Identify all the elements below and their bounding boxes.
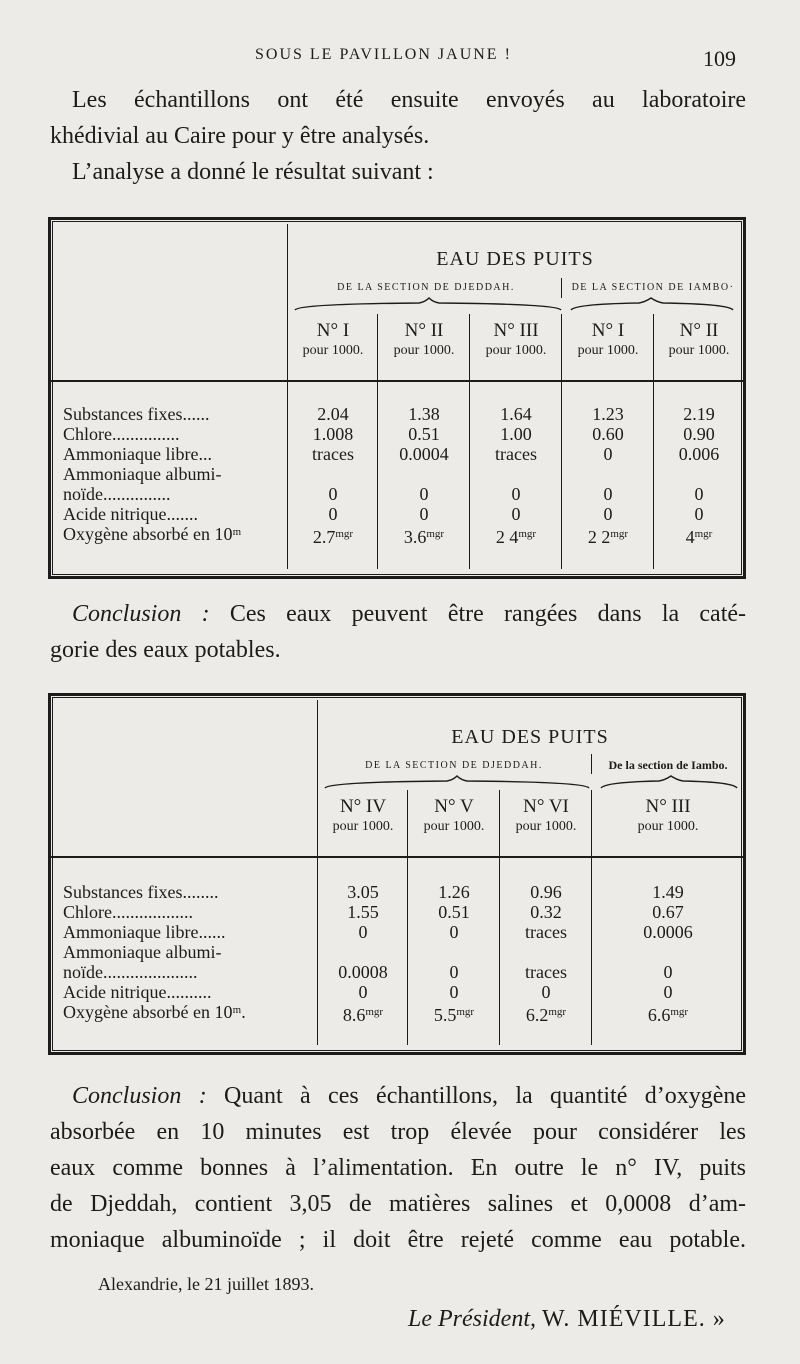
unit-mgr: mgr	[610, 528, 629, 540]
table-cell	[563, 464, 653, 484]
column-head	[289, 320, 377, 360]
column-number: N° V	[434, 796, 474, 817]
table-cell: 1.26	[438, 882, 470, 902]
table-cell-oxygen	[655, 524, 743, 547]
values-column	[379, 404, 469, 547]
group-header-djeddah: DE LA SECTION DE DJEDDAH.	[365, 760, 543, 771]
table-cell: 0	[511, 484, 521, 504]
column-unit: pour 1000.	[302, 343, 364, 358]
conclusion-label: Conclusion :	[72, 601, 210, 627]
column-number: N° VI	[523, 796, 569, 817]
column-head	[593, 796, 743, 836]
values-column	[655, 404, 743, 547]
table-cell: 0.60	[592, 424, 624, 444]
table-cell: 1.00	[500, 424, 532, 444]
page-number: 109	[703, 46, 736, 71]
text-line: eaux comme bonnes à l’alimentation. En outre le n° IV, puits	[50, 1155, 746, 1181]
table-cell: 1.008	[312, 424, 354, 444]
column-divider	[653, 314, 654, 569]
column-divider	[407, 790, 408, 1045]
header-rule	[51, 856, 743, 858]
values-column	[593, 882, 743, 1025]
group-header-iambo: De la section de Iambo.	[608, 758, 728, 772]
table-cell: 0.51	[438, 902, 470, 922]
row-label: Oxygène absorbé en 10ᵐ.	[63, 1002, 246, 1022]
column-head	[655, 320, 743, 360]
column-number: N° III	[645, 796, 691, 817]
values-column	[409, 882, 499, 1025]
unit-mgr: mgr	[694, 528, 713, 540]
table-cell: 0.0006	[643, 922, 693, 942]
signature-name: W. MIÉVILLE. »	[541, 1306, 726, 1332]
row-label: Substances fixes........	[63, 882, 219, 902]
table-cell	[593, 942, 743, 962]
values-column	[289, 404, 377, 547]
table-cell	[319, 942, 407, 962]
column-divider	[469, 314, 470, 569]
text-line: khédivial au Caire pour y être analysés.	[50, 123, 430, 149]
table-cell: 0	[358, 982, 368, 1002]
table-cell-oxygen	[471, 524, 561, 547]
column-head	[501, 796, 591, 836]
column-number: N° I	[591, 320, 625, 341]
table-cell: 1.49	[652, 882, 684, 902]
column-divider	[317, 700, 318, 1045]
row-label: Chlore...............	[63, 424, 180, 444]
oxygen-value: 8.6	[342, 1005, 366, 1025]
table-cell: 0	[603, 484, 613, 504]
table-cell: 0	[694, 504, 704, 524]
column-head	[319, 796, 407, 836]
table-cell: 1.23	[592, 404, 624, 424]
group-header-djeddah: DE LA SECTION DE DJEDDAH.	[337, 282, 515, 293]
header-braces	[289, 296, 743, 312]
column-head	[409, 796, 499, 836]
row-label: noïde.....................	[63, 962, 198, 982]
table-cell: 0.0008	[338, 962, 388, 982]
table-cell: 0.0004	[399, 444, 449, 464]
table-cell-oxygen	[563, 524, 653, 547]
table-cell: 0	[511, 504, 521, 524]
table-cell: 1.64	[500, 404, 532, 424]
text-line: moniaque albuminoïde ; il doit être rejeté comme eau potable.	[50, 1227, 746, 1253]
table-cell	[471, 464, 561, 484]
group-header-iambo: DE LA SECTION DE IAMBO·	[571, 282, 735, 293]
table-cell: 0	[663, 982, 673, 1002]
intro-paragraph	[50, 82, 746, 190]
column-unit: pour 1000.	[485, 343, 547, 358]
table-cell: 0	[694, 484, 704, 504]
text-line: Les échantillons ont été ensuite envoyés au laboratoire	[72, 87, 746, 113]
table-title: EAU DES PUITS	[451, 726, 609, 748]
table-cell: 0	[449, 962, 459, 982]
place-date: Alexandrie, le 21 juillet 1893.	[98, 1274, 314, 1294]
table-cell: 0	[328, 504, 338, 524]
table-cell: 0	[449, 982, 459, 1002]
conclusion-text: Quant à ces échantillons, la quantité d’oxygène	[224, 1083, 747, 1109]
column-number: N° III	[493, 320, 539, 341]
text-line: de Djeddah, contient 3,05 de matières salines et 0,0008 d’am-	[50, 1191, 746, 1217]
unit-mgr: mgr	[456, 1006, 475, 1018]
table-cell: 1.55	[347, 902, 379, 922]
column-number: N° IV	[339, 796, 387, 817]
table-cell: 0	[419, 504, 429, 524]
table-cell-oxygen	[409, 1002, 499, 1025]
row-label: Chlore..................	[63, 902, 193, 922]
table-cell-oxygen	[501, 1002, 591, 1025]
table-cell: 0	[541, 982, 551, 1002]
table-cell: 2.04	[317, 404, 349, 424]
unit-mgr: mgr	[548, 1006, 567, 1018]
table-cell: 1.38	[408, 404, 440, 424]
table-cell-oxygen	[319, 1002, 407, 1025]
oxygen-value: 4	[685, 527, 695, 547]
column-divider	[591, 790, 592, 1045]
column-head	[471, 320, 561, 360]
table-cell: 0	[663, 962, 673, 982]
table-cell	[379, 464, 469, 484]
table-cell: 0.67	[652, 902, 684, 922]
text-line: L’analyse a donné le résultat suivant :	[72, 159, 434, 185]
row-label: Acide nitrique.......	[63, 504, 198, 524]
table-cell: traces	[495, 444, 537, 464]
text-line	[50, 596, 746, 632]
conclusion-text: Ces eaux peuvent être rangées dans la caté-	[229, 601, 747, 627]
column-divider	[287, 224, 288, 569]
table-cell	[289, 464, 377, 484]
table-cell: traces	[525, 962, 567, 982]
column-unit: pour 1000.	[577, 343, 639, 358]
oxygen-value: 2 4	[495, 527, 519, 547]
table-cell	[409, 942, 499, 962]
column-unit: pour 1000.	[637, 819, 699, 834]
row-label: Ammoniaque albumi-	[63, 464, 222, 484]
table-cell	[501, 942, 591, 962]
table-cell-oxygen	[379, 524, 469, 547]
column-unit: pour 1000.	[515, 819, 577, 834]
table-cell: traces	[312, 444, 354, 464]
table-cell: 0	[603, 444, 613, 464]
unit-mgr: mgr	[518, 528, 537, 540]
conclusion-label: Conclusion :	[72, 1083, 207, 1109]
signature-role: Le Président,	[408, 1306, 536, 1332]
unit-mgr: mgr	[426, 528, 445, 540]
row-labels	[63, 882, 246, 1022]
running-title: SOUS LE PAVILLON JAUNE !	[255, 46, 512, 63]
column-divider	[561, 314, 562, 569]
column-number: N° I	[316, 320, 350, 341]
column-unit: pour 1000.	[668, 343, 730, 358]
table-cell: 2.19	[683, 404, 715, 424]
column-number: N° II	[404, 320, 444, 341]
table-cell: 0.96	[530, 882, 562, 902]
table-cell: 0.32	[530, 902, 562, 922]
row-label: Oxygène absorbé en 10ᵐ	[63, 524, 242, 544]
table-cell: 0	[449, 922, 459, 942]
row-label: Ammoniaque libre...	[63, 444, 212, 464]
header-rule	[51, 380, 743, 382]
column-unit: pour 1000.	[332, 819, 394, 834]
signature	[408, 1306, 726, 1333]
table-cell: traces	[525, 922, 567, 942]
values-column	[471, 404, 561, 547]
values-column	[563, 404, 653, 547]
table-cell: 0	[419, 484, 429, 504]
row-label: Ammoniaque libre......	[63, 922, 226, 942]
analysis-table-1	[48, 217, 746, 579]
column-head	[563, 320, 653, 360]
table-title: EAU DES PUITS	[436, 248, 594, 270]
oxygen-value: 2 2	[587, 527, 611, 547]
table-cell: 0	[328, 484, 338, 504]
oxygen-value: 6.6	[647, 1005, 671, 1025]
running-head	[0, 40, 800, 80]
unit-mgr: mgr	[365, 1006, 384, 1018]
table-cell: 0.90	[683, 424, 715, 444]
oxygen-value: 6.2	[525, 1005, 549, 1025]
column-head	[379, 320, 469, 360]
table-cell: 0.51	[408, 424, 440, 444]
analysis-table-2	[48, 693, 746, 1055]
table-cell: 3.05	[347, 882, 379, 902]
column-divider	[499, 790, 500, 1045]
oxygen-value: 2.7	[312, 527, 336, 547]
table-cell-oxygen	[289, 524, 377, 547]
table-cell	[655, 464, 743, 484]
group-divider	[561, 278, 562, 298]
unit-mgr: mgr	[670, 1006, 689, 1018]
values-column	[501, 882, 591, 1025]
row-label: Substances fixes......	[63, 404, 210, 424]
conclusion-2	[50, 1078, 746, 1258]
row-label: noïde...............	[63, 484, 171, 504]
table-cell-oxygen	[593, 1002, 743, 1025]
row-label: Ammoniaque albumi-	[63, 942, 222, 962]
text-line: gorie des eaux potables.	[50, 637, 281, 663]
row-labels	[63, 404, 241, 544]
row-label: Acide nitrique..........	[63, 982, 212, 1002]
oxygen-value: 3.6	[403, 527, 427, 547]
column-number: N° II	[679, 320, 719, 341]
values-column	[319, 882, 407, 1025]
group-divider	[591, 754, 592, 774]
unit-mgr: mgr	[335, 528, 354, 540]
table-cell: 0	[358, 922, 368, 942]
table-cell: 0.006	[678, 444, 720, 464]
header-braces	[319, 774, 743, 790]
conclusion-1	[50, 596, 746, 668]
column-divider	[377, 314, 378, 569]
table-cell: 0	[603, 504, 613, 524]
text-line: absorbée en 10 minutes est trop élevée pour considérer les	[50, 1119, 746, 1145]
column-unit: pour 1000.	[393, 343, 455, 358]
column-unit: pour 1000.	[423, 819, 485, 834]
oxygen-value: 5.5	[433, 1005, 457, 1025]
text-line	[50, 1078, 746, 1114]
